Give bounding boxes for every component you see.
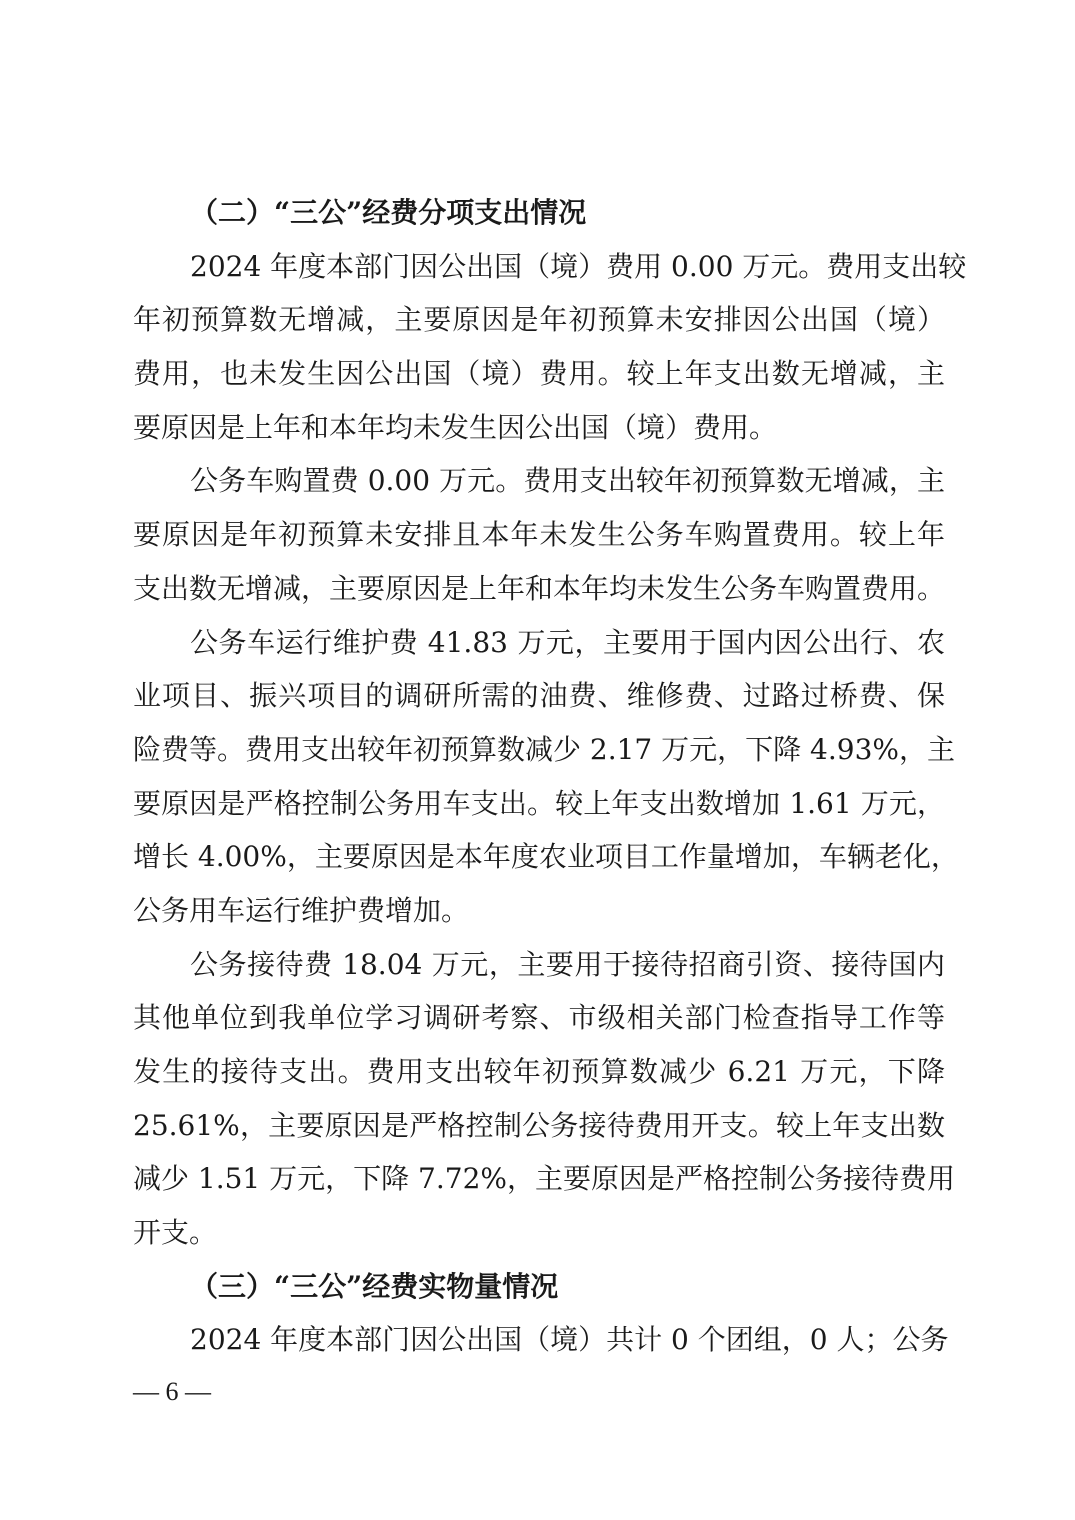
text-line: 增长 4.00%，主要原因是本年度农业项目工作量增加，车辆老化， xyxy=(133,840,959,874)
text-line: 2024 年度本部门因公出国（境）共计 0 个团组，0 人；公务 xyxy=(190,1323,949,1357)
text-line: 险费等。费用支出较年初预算数减少 2.17 万元，下降 4.93%，主 xyxy=(133,732,955,766)
page-number: — 6 — xyxy=(133,1377,211,1406)
text-line: 发生的接待支出。费用支出较年初预算数减少 6.21 万元，下降 xyxy=(133,1055,945,1088)
text-line: 要原因是严格控制公务用车支出。较上年支出数增加 1.61 万元， xyxy=(133,786,945,820)
text-line: 要原因是年初预算未安排且本年未发生公务车购置费用。较上年 xyxy=(133,518,945,552)
text-line: 年初预算数无增减，主要原因是年初预算未安排因公出国（境） xyxy=(133,303,945,337)
section-heading: （三）“三公”经费实物量情况 xyxy=(190,1269,559,1303)
text-line: 减少 1.51 万元，下降 7.72%，主要原因是严格控制公务接待费用 xyxy=(133,1162,955,1196)
text-line: 费用，也未发生因公出国（境）费用。较上年支出数无增减，主 xyxy=(133,357,945,391)
text-line: 业项目、振兴项目的调研所需的油费、维修费、过路过桥费、保 xyxy=(133,679,945,713)
paragraph xyxy=(133,240,967,455)
text-line: 其他单位到我单位学习调研考察、市级相关部门检查指导工作等 xyxy=(133,1001,945,1035)
text-line: 25.61%，主要原因是严格控制公务接待费用开支。较上年支出数 xyxy=(133,1108,945,1142)
paragraph xyxy=(133,454,945,615)
text-line: 公务用车运行维护费增加。 xyxy=(133,893,470,927)
section-heading: （二）“三公”经费分项支出情况 xyxy=(190,196,587,229)
paragraph xyxy=(133,938,955,1260)
text-line: 2024 年度本部门因公出国（境）费用 0.00 万元。费用支出较 xyxy=(190,249,967,283)
text-line: 公务车购置费 0.00 万元。费用支出较年初预算数无增减，主 xyxy=(190,464,945,498)
text-line: 开支。 xyxy=(133,1216,218,1250)
text-line: 支出数无增减，主要原因是上年和本年均未发生公务车购置费用。 xyxy=(133,571,946,605)
paragraph xyxy=(133,616,959,938)
document-body xyxy=(133,186,967,1367)
text-line: 公务接待费 18.04 万元，主要用于接待招商引资、接待国内 xyxy=(190,947,945,981)
paragraph xyxy=(133,1313,949,1367)
text-line: 公务车运行维护费 41.83 万元，主要用于国内因公出行、农 xyxy=(190,625,945,659)
text-line: 要原因是上年和本年均未发生因公出国（境）费用。 xyxy=(133,410,778,444)
